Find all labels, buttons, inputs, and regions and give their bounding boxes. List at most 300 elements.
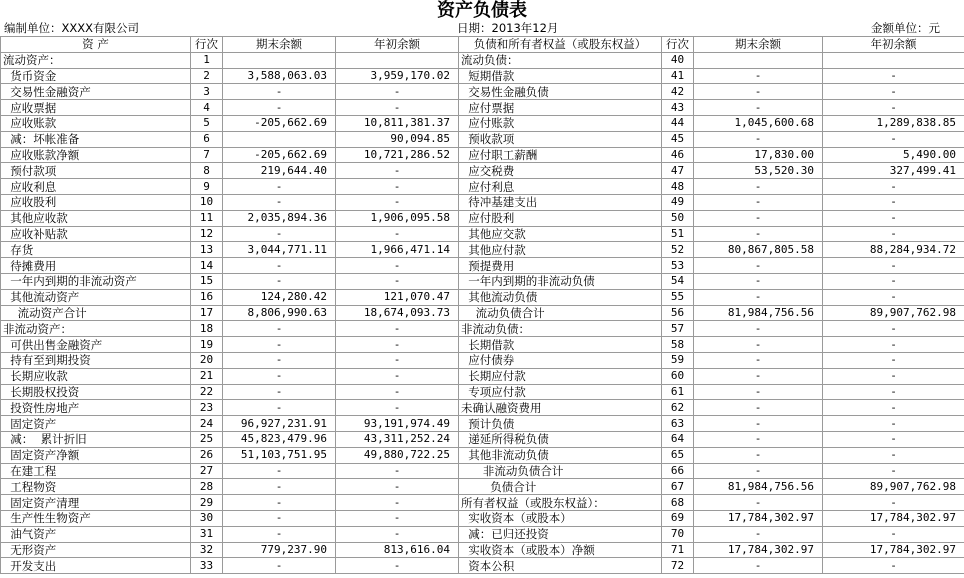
liability-ending-cell[interactable]: -: [694, 131, 823, 147]
table-row: [1, 258, 964, 274]
asset-line-no-cell[interactable]: 3: [191, 84, 223, 100]
asset-name-cell[interactable]: 待摊费用: [1, 258, 191, 274]
asset-name-cell[interactable]: 固定资产净额: [1, 447, 191, 463]
liability-ending-cell[interactable]: 81,984,756.56: [694, 479, 823, 495]
asset-opening-cell[interactable]: -: [336, 337, 459, 353]
asset-line-no-cell[interactable]: 14: [191, 258, 223, 274]
liability-opening-cell[interactable]: -: [823, 416, 964, 432]
liability-name-cell[interactable]: 未确认融资费用: [459, 400, 662, 416]
liability-name-cell[interactable]: 流动负债：: [459, 52, 662, 68]
liability-name-cell[interactable]: 其他应交款: [459, 226, 662, 242]
liability-name-cell[interactable]: 专项应付款: [459, 384, 662, 400]
table-row: [1, 289, 964, 305]
liability-line-no-cell[interactable]: 66: [662, 463, 694, 479]
liability-ending-cell[interactable]: -: [694, 558, 823, 574]
asset-line-no-cell[interactable]: 31: [191, 526, 223, 542]
asset-name-cell[interactable]: 投资性房地产: [1, 400, 191, 416]
asset-ending-cell[interactable]: 3,588,063.03: [223, 68, 336, 84]
liability-ending-cell[interactable]: -: [694, 273, 823, 289]
asset-ending-cell[interactable]: 96,927,231.91: [223, 416, 336, 432]
liability-line-no-cell[interactable]: 71: [662, 542, 694, 558]
table-row: [1, 510, 964, 526]
asset-opening-cell[interactable]: -: [336, 384, 459, 400]
liability-opening-cell[interactable]: -: [823, 226, 964, 242]
asset-line-no-cell[interactable]: 17: [191, 305, 223, 321]
asset-opening-cell[interactable]: -: [336, 479, 459, 495]
asset-name-cell[interactable]: 固定资产: [1, 416, 191, 432]
asset-ending-cell[interactable]: -: [223, 84, 336, 100]
asset-opening-cell[interactable]: -: [336, 179, 459, 195]
col-header-assets[interactable]: 资 产: [1, 37, 191, 53]
asset-opening-cell[interactable]: -: [336, 352, 459, 368]
asset-line-no-cell[interactable]: 23: [191, 400, 223, 416]
table-row: [1, 210, 964, 226]
table-row: [1, 384, 964, 400]
liability-name-cell[interactable]: 其他非流动负债: [459, 447, 662, 463]
liability-line-no-cell[interactable]: 59: [662, 352, 694, 368]
asset-opening-cell[interactable]: 43,311,252.24: [336, 431, 459, 447]
col-header-opening-balance-2[interactable]: 年初余额: [823, 37, 964, 53]
liability-line-no-cell[interactable]: 47: [662, 163, 694, 179]
liability-name-cell[interactable]: 应付账款: [459, 115, 662, 131]
asset-name-cell[interactable]: 生产性生物资产: [1, 510, 191, 526]
asset-ending-cell[interactable]: -: [223, 352, 336, 368]
asset-name-cell[interactable]: 无形资产: [1, 542, 191, 558]
liability-line-no-cell[interactable]: 57: [662, 321, 694, 337]
currency-unit: 金额单位：元: [871, 21, 940, 35]
asset-name-cell[interactable]: 长期股权投资: [1, 384, 191, 400]
asset-opening-cell[interactable]: 813,616.04: [336, 542, 459, 558]
asset-ending-cell[interactable]: -: [223, 321, 336, 337]
asset-ending-cell[interactable]: -: [223, 479, 336, 495]
table-row: [1, 447, 964, 463]
liability-line-no-cell[interactable]: 65: [662, 447, 694, 463]
asset-opening-cell[interactable]: -: [336, 100, 459, 116]
report-date: 日期：2013年12月: [457, 21, 559, 35]
asset-line-no-cell[interactable]: 1: [191, 52, 223, 68]
liability-name-cell[interactable]: 实收资本（或股本）净额: [459, 542, 662, 558]
liability-name-cell[interactable]: 预收款项: [459, 131, 662, 147]
asset-line-no-cell[interactable]: 8: [191, 163, 223, 179]
asset-line-no-cell[interactable]: 28: [191, 479, 223, 495]
liability-line-no-cell[interactable]: 40: [662, 52, 694, 68]
liability-opening-cell[interactable]: -: [823, 368, 964, 384]
asset-name-cell[interactable]: 应收票据: [1, 100, 191, 116]
liability-opening-cell[interactable]: -: [823, 258, 964, 274]
liability-name-cell[interactable]: 实收资本（或股本）: [459, 510, 662, 526]
liability-ending-cell[interactable]: -: [694, 179, 823, 195]
liability-name-cell[interactable]: 其他应付款: [459, 242, 662, 258]
asset-opening-cell[interactable]: -: [336, 258, 459, 274]
table-row: [1, 558, 964, 574]
liability-ending-cell[interactable]: [694, 52, 823, 68]
table-row: [1, 305, 964, 321]
asset-line-no-cell[interactable]: 25: [191, 431, 223, 447]
col-header-liabilities-equity[interactable]: 负债和所有者权益（或股东权益）: [459, 37, 662, 53]
asset-name-cell[interactable]: 其他应收款: [1, 210, 191, 226]
liability-opening-cell[interactable]: 327,499.41: [823, 163, 964, 179]
liability-line-no-cell[interactable]: 50: [662, 210, 694, 226]
liability-ending-cell[interactable]: -: [694, 368, 823, 384]
liability-opening-cell[interactable]: -: [823, 321, 964, 337]
liability-opening-cell[interactable]: -: [823, 131, 964, 147]
liability-opening-cell[interactable]: 89,907,762.98: [823, 305, 964, 321]
asset-opening-cell[interactable]: -: [336, 400, 459, 416]
liability-line-no-cell[interactable]: 69: [662, 510, 694, 526]
liability-line-no-cell[interactable]: 53: [662, 258, 694, 274]
table-row: [1, 400, 964, 416]
liability-ending-cell[interactable]: -: [694, 526, 823, 542]
asset-opening-cell[interactable]: 10,721,286.52: [336, 147, 459, 163]
liability-name-cell[interactable]: 递延所得税负债: [459, 431, 662, 447]
asset-name-cell[interactable]: 工程物资: [1, 479, 191, 495]
asset-opening-cell[interactable]: -: [336, 368, 459, 384]
asset-name-cell[interactable]: 其他流动资产: [1, 289, 191, 305]
asset-name-cell[interactable]: 货币资金: [1, 68, 191, 84]
liability-ending-cell[interactable]: 17,830.00: [694, 147, 823, 163]
liability-ending-cell[interactable]: -: [694, 416, 823, 432]
liability-line-no-cell[interactable]: 60: [662, 368, 694, 384]
asset-name-cell[interactable]: 应收账款净额: [1, 147, 191, 163]
asset-opening-cell[interactable]: -: [336, 463, 459, 479]
asset-name-cell[interactable]: 流动资产：: [1, 52, 191, 68]
liability-name-cell[interactable]: 非流动负债：: [459, 321, 662, 337]
asset-opening-cell[interactable]: -: [336, 273, 459, 289]
asset-line-no-cell[interactable]: 13: [191, 242, 223, 258]
liability-line-no-cell[interactable]: 68: [662, 495, 694, 511]
liability-opening-cell[interactable]: -: [823, 495, 964, 511]
asset-name-cell[interactable]: 应收利息: [1, 179, 191, 195]
col-header-line-no[interactable]: 行次: [191, 37, 223, 53]
asset-name-cell[interactable]: 应收账款: [1, 115, 191, 131]
asset-line-no-cell[interactable]: 15: [191, 273, 223, 289]
asset-ending-cell[interactable]: -: [223, 179, 336, 195]
asset-line-no-cell[interactable]: 20: [191, 352, 223, 368]
liability-line-no-cell[interactable]: 61: [662, 384, 694, 400]
liability-ending-cell[interactable]: -: [694, 84, 823, 100]
table-row: [1, 115, 964, 131]
liability-name-cell[interactable]: 长期借款: [459, 337, 662, 353]
liability-ending-cell[interactable]: -: [694, 194, 823, 210]
liability-name-cell[interactable]: 其他流动负债: [459, 289, 662, 305]
col-header-line-no-2[interactable]: 行次: [662, 37, 694, 53]
liability-line-no-cell[interactable]: 41: [662, 68, 694, 84]
asset-ending-cell[interactable]: -: [223, 337, 336, 353]
asset-name-cell[interactable]: 预付款项: [1, 163, 191, 179]
liability-name-cell[interactable]: 短期借款: [459, 68, 662, 84]
liability-line-no-cell[interactable]: 54: [662, 273, 694, 289]
asset-opening-cell[interactable]: 3,959,170.02: [336, 68, 459, 84]
liability-opening-cell[interactable]: -: [823, 447, 964, 463]
asset-line-no-cell[interactable]: 10: [191, 194, 223, 210]
liability-opening-cell[interactable]: 5,490.00: [823, 147, 964, 163]
asset-name-cell[interactable]: 在建工程: [1, 463, 191, 479]
liability-line-no-cell[interactable]: 72: [662, 558, 694, 574]
liability-opening-cell[interactable]: 17,784,302.97: [823, 542, 964, 558]
asset-ending-cell[interactable]: 124,280.42: [223, 289, 336, 305]
asset-line-no-cell[interactable]: 16: [191, 289, 223, 305]
asset-name-cell[interactable]: 非流动资产：: [1, 321, 191, 337]
asset-ending-cell[interactable]: -: [223, 273, 336, 289]
liability-line-no-cell[interactable]: 56: [662, 305, 694, 321]
liability-opening-cell[interactable]: 89,907,762.98: [823, 479, 964, 495]
col-header-opening-balance[interactable]: 年初余额: [336, 37, 459, 53]
asset-opening-cell[interactable]: 1,906,095.58: [336, 210, 459, 226]
liability-line-no-cell[interactable]: 44: [662, 115, 694, 131]
asset-name-cell[interactable]: 开发支出: [1, 558, 191, 574]
asset-ending-cell[interactable]: -: [223, 368, 336, 384]
asset-line-no-cell[interactable]: 6: [191, 131, 223, 147]
asset-ending-cell[interactable]: [223, 52, 336, 68]
liability-line-no-cell[interactable]: 64: [662, 431, 694, 447]
liability-ending-cell[interactable]: -: [694, 337, 823, 353]
liability-opening-cell[interactable]: -: [823, 558, 964, 574]
asset-line-no-cell[interactable]: 22: [191, 384, 223, 400]
asset-name-cell[interactable]: 应收补贴款: [1, 226, 191, 242]
liability-name-cell[interactable]: 应交税费: [459, 163, 662, 179]
liability-line-no-cell[interactable]: 58: [662, 337, 694, 353]
asset-opening-cell[interactable]: 93,191,974.49: [336, 416, 459, 432]
asset-ending-cell[interactable]: [223, 131, 336, 147]
liability-name-cell[interactable]: 预计负债: [459, 416, 662, 432]
table-row: [1, 100, 964, 116]
liability-line-no-cell[interactable]: 42: [662, 84, 694, 100]
liability-line-no-cell[interactable]: 45: [662, 131, 694, 147]
liability-name-cell[interactable]: 应付债券: [459, 352, 662, 368]
table-row: [1, 84, 964, 100]
asset-ending-cell[interactable]: -: [223, 100, 336, 116]
liability-opening-cell[interactable]: -: [823, 352, 964, 368]
asset-name-cell[interactable]: 交易性金融资产: [1, 84, 191, 100]
col-header-ending-balance[interactable]: 期末余额: [223, 37, 336, 53]
liability-opening-cell[interactable]: -: [823, 337, 964, 353]
liability-opening-cell[interactable]: -: [823, 431, 964, 447]
liability-ending-cell[interactable]: 1,045,600.68: [694, 115, 823, 131]
liability-opening-cell[interactable]: -: [823, 210, 964, 226]
asset-name-cell[interactable]: 存货: [1, 242, 191, 258]
liability-opening-cell[interactable]: -: [823, 400, 964, 416]
asset-line-no-cell[interactable]: 24: [191, 416, 223, 432]
asset-opening-cell[interactable]: 1,966,471.14: [336, 242, 459, 258]
balance-sheet-table: [0, 36, 964, 574]
table-row: [1, 242, 964, 258]
liability-ending-cell[interactable]: -: [694, 352, 823, 368]
asset-ending-cell[interactable]: 3,044,771.11: [223, 242, 336, 258]
liability-ending-cell[interactable]: -: [694, 258, 823, 274]
liability-opening-cell[interactable]: -: [823, 100, 964, 116]
liability-name-cell[interactable]: 应付股利: [459, 210, 662, 226]
liability-opening-cell[interactable]: -: [823, 289, 964, 305]
asset-ending-cell[interactable]: 8,806,990.63: [223, 305, 336, 321]
asset-ending-cell[interactable]: -: [223, 510, 336, 526]
liability-line-no-cell[interactable]: 67: [662, 479, 694, 495]
liability-opening-cell[interactable]: -: [823, 179, 964, 195]
liability-ending-cell[interactable]: -: [694, 100, 823, 116]
liability-opening-cell[interactable]: -: [823, 463, 964, 479]
liability-line-no-cell[interactable]: 52: [662, 242, 694, 258]
table-row: [1, 68, 964, 84]
asset-line-no-cell[interactable]: 11: [191, 210, 223, 226]
liability-name-cell[interactable]: 预提费用: [459, 258, 662, 274]
asset-opening-cell[interactable]: 49,880,722.25: [336, 447, 459, 463]
liability-ending-cell[interactable]: -: [694, 384, 823, 400]
liability-line-no-cell[interactable]: 46: [662, 147, 694, 163]
liability-opening-cell[interactable]: 17,784,302.97: [823, 510, 964, 526]
liability-ending-cell[interactable]: 81,984,756.56: [694, 305, 823, 321]
asset-opening-cell[interactable]: [336, 52, 459, 68]
liability-ending-cell[interactable]: -: [694, 289, 823, 305]
liability-ending-cell[interactable]: -: [694, 68, 823, 84]
asset-ending-cell[interactable]: -: [223, 258, 336, 274]
asset-ending-cell[interactable]: -: [223, 400, 336, 416]
liability-ending-cell[interactable]: 17,784,302.97: [694, 510, 823, 526]
liability-opening-cell[interactable]: 1,289,838.85: [823, 115, 964, 131]
liability-line-no-cell[interactable]: 48: [662, 179, 694, 195]
asset-opening-cell[interactable]: -: [336, 558, 459, 574]
asset-line-no-cell[interactable]: 33: [191, 558, 223, 574]
liability-name-cell[interactable]: 待冲基建支出: [459, 194, 662, 210]
asset-name-cell[interactable]: 减： 累计折旧: [1, 431, 191, 447]
liability-ending-cell[interactable]: -: [694, 463, 823, 479]
liability-name-cell[interactable]: 资本公积: [459, 558, 662, 574]
asset-ending-cell[interactable]: -: [223, 194, 336, 210]
asset-opening-cell[interactable]: 90,094.85: [336, 131, 459, 147]
liability-ending-cell[interactable]: -: [694, 431, 823, 447]
table-row: [1, 321, 964, 337]
liability-line-no-cell[interactable]: 62: [662, 400, 694, 416]
liability-line-no-cell[interactable]: 43: [662, 100, 694, 116]
asset-opening-cell[interactable]: -: [336, 526, 459, 542]
asset-opening-cell[interactable]: -: [336, 510, 459, 526]
asset-ending-cell[interactable]: -: [223, 384, 336, 400]
asset-ending-cell[interactable]: 51,103,751.95: [223, 447, 336, 463]
asset-opening-cell[interactable]: -: [336, 194, 459, 210]
table-row: [1, 273, 964, 289]
asset-name-cell[interactable]: 长期应收款: [1, 368, 191, 384]
asset-line-no-cell[interactable]: 27: [191, 463, 223, 479]
asset-ending-cell[interactable]: 2,035,894.36: [223, 210, 336, 226]
asset-name-cell[interactable]: 减：坏帐准备: [1, 131, 191, 147]
asset-name-cell[interactable]: 持有至到期投资: [1, 352, 191, 368]
asset-ending-cell[interactable]: -: [223, 558, 336, 574]
asset-line-no-cell[interactable]: 29: [191, 495, 223, 511]
asset-opening-cell[interactable]: 121,070.47: [336, 289, 459, 305]
table-row: [1, 179, 964, 195]
asset-opening-cell[interactable]: -: [336, 163, 459, 179]
asset-line-no-cell[interactable]: 12: [191, 226, 223, 242]
asset-line-no-cell[interactable]: 4: [191, 100, 223, 116]
liability-name-cell[interactable]: 交易性金融负债: [459, 84, 662, 100]
liability-ending-cell[interactable]: -: [694, 210, 823, 226]
liability-name-cell[interactable]: 流动负债合计: [459, 305, 662, 321]
liability-name-cell[interactable]: 长期应付款: [459, 368, 662, 384]
liability-name-cell[interactable]: 非流动负债合计: [459, 463, 662, 479]
asset-ending-cell[interactable]: 779,237.90: [223, 542, 336, 558]
liability-line-no-cell[interactable]: 55: [662, 289, 694, 305]
liability-name-cell[interactable]: 所有者权益（或股东权益）：: [459, 495, 662, 511]
liability-line-no-cell[interactable]: 49: [662, 194, 694, 210]
liability-name-cell[interactable]: 应付票据: [459, 100, 662, 116]
liability-ending-cell[interactable]: 17,784,302.97: [694, 542, 823, 558]
asset-opening-cell[interactable]: -: [336, 321, 459, 337]
asset-name-cell[interactable]: 一年内到期的非流动资产: [1, 273, 191, 289]
liability-opening-cell[interactable]: -: [823, 526, 964, 542]
liability-ending-cell[interactable]: -: [694, 495, 823, 511]
table-row: [1, 194, 964, 210]
asset-ending-cell[interactable]: 219,644.40: [223, 163, 336, 179]
liability-name-cell[interactable]: 应付职工薪酬: [459, 147, 662, 163]
asset-opening-cell[interactable]: -: [336, 84, 459, 100]
liability-opening-cell[interactable]: -: [823, 194, 964, 210]
asset-opening-cell[interactable]: 18,674,093.73: [336, 305, 459, 321]
asset-ending-cell[interactable]: 45,823,479.96: [223, 431, 336, 447]
liability-ending-cell[interactable]: 80,867,805.58: [694, 242, 823, 258]
asset-ending-cell[interactable]: -: [223, 226, 336, 242]
liability-opening-cell[interactable]: -: [823, 273, 964, 289]
table-row: [1, 526, 964, 542]
table-row: [1, 147, 964, 163]
asset-ending-cell[interactable]: -: [223, 463, 336, 479]
liability-name-cell[interactable]: 应付利息: [459, 179, 662, 195]
asset-line-no-cell[interactable]: 5: [191, 115, 223, 131]
liability-ending-cell[interactable]: -: [694, 400, 823, 416]
liability-line-no-cell[interactable]: 63: [662, 416, 694, 432]
asset-line-no-cell[interactable]: 32: [191, 542, 223, 558]
asset-line-no-cell[interactable]: 26: [191, 447, 223, 463]
liability-ending-cell[interactable]: 53,520.30: [694, 163, 823, 179]
liability-name-cell[interactable]: 负债合计: [459, 479, 662, 495]
liability-name-cell[interactable]: 一年内到期的非流动负债: [459, 273, 662, 289]
liability-ending-cell[interactable]: -: [694, 447, 823, 463]
asset-line-no-cell[interactable]: 30: [191, 510, 223, 526]
liability-opening-cell[interactable]: -: [823, 384, 964, 400]
table-row: [1, 495, 964, 511]
table-row: [1, 542, 964, 558]
liability-ending-cell[interactable]: -: [694, 226, 823, 242]
table-row: [1, 226, 964, 242]
liability-ending-cell[interactable]: -: [694, 321, 823, 337]
asset-name-cell[interactable]: 流动资产合计: [1, 305, 191, 321]
asset-line-no-cell[interactable]: 18: [191, 321, 223, 337]
asset-line-no-cell[interactable]: 19: [191, 337, 223, 353]
table-row: [1, 463, 964, 479]
asset-name-cell[interactable]: 固定资产清理: [1, 495, 191, 511]
liability-opening-cell[interactable]: [823, 52, 964, 68]
asset-line-no-cell[interactable]: 2: [191, 68, 223, 84]
liability-line-no-cell[interactable]: 70: [662, 526, 694, 542]
asset-ending-cell[interactable]: -: [223, 495, 336, 511]
liability-opening-cell[interactable]: -: [823, 68, 964, 84]
asset-name-cell[interactable]: 油气资产: [1, 526, 191, 542]
asset-line-no-cell[interactable]: 21: [191, 368, 223, 384]
asset-ending-cell[interactable]: -205,662.69: [223, 115, 336, 131]
asset-name-cell[interactable]: 应收股利: [1, 194, 191, 210]
asset-ending-cell[interactable]: -: [223, 526, 336, 542]
asset-line-no-cell[interactable]: 7: [191, 147, 223, 163]
col-header-ending-balance-2[interactable]: 期末余额: [694, 37, 823, 53]
asset-opening-cell[interactable]: -: [336, 495, 459, 511]
table-row: [1, 368, 964, 384]
liability-line-no-cell[interactable]: 51: [662, 226, 694, 242]
asset-line-no-cell[interactable]: 9: [191, 179, 223, 195]
liability-name-cell[interactable]: 减：已归还投资: [459, 526, 662, 542]
asset-opening-cell[interactable]: -: [336, 226, 459, 242]
asset-ending-cell[interactable]: -205,662.69: [223, 147, 336, 163]
liability-opening-cell[interactable]: 88,284,934.72: [823, 242, 964, 258]
asset-opening-cell[interactable]: 10,811,381.37: [336, 115, 459, 131]
asset-name-cell[interactable]: 可供出售金融资产: [1, 337, 191, 353]
liability-opening-cell[interactable]: -: [823, 84, 964, 100]
